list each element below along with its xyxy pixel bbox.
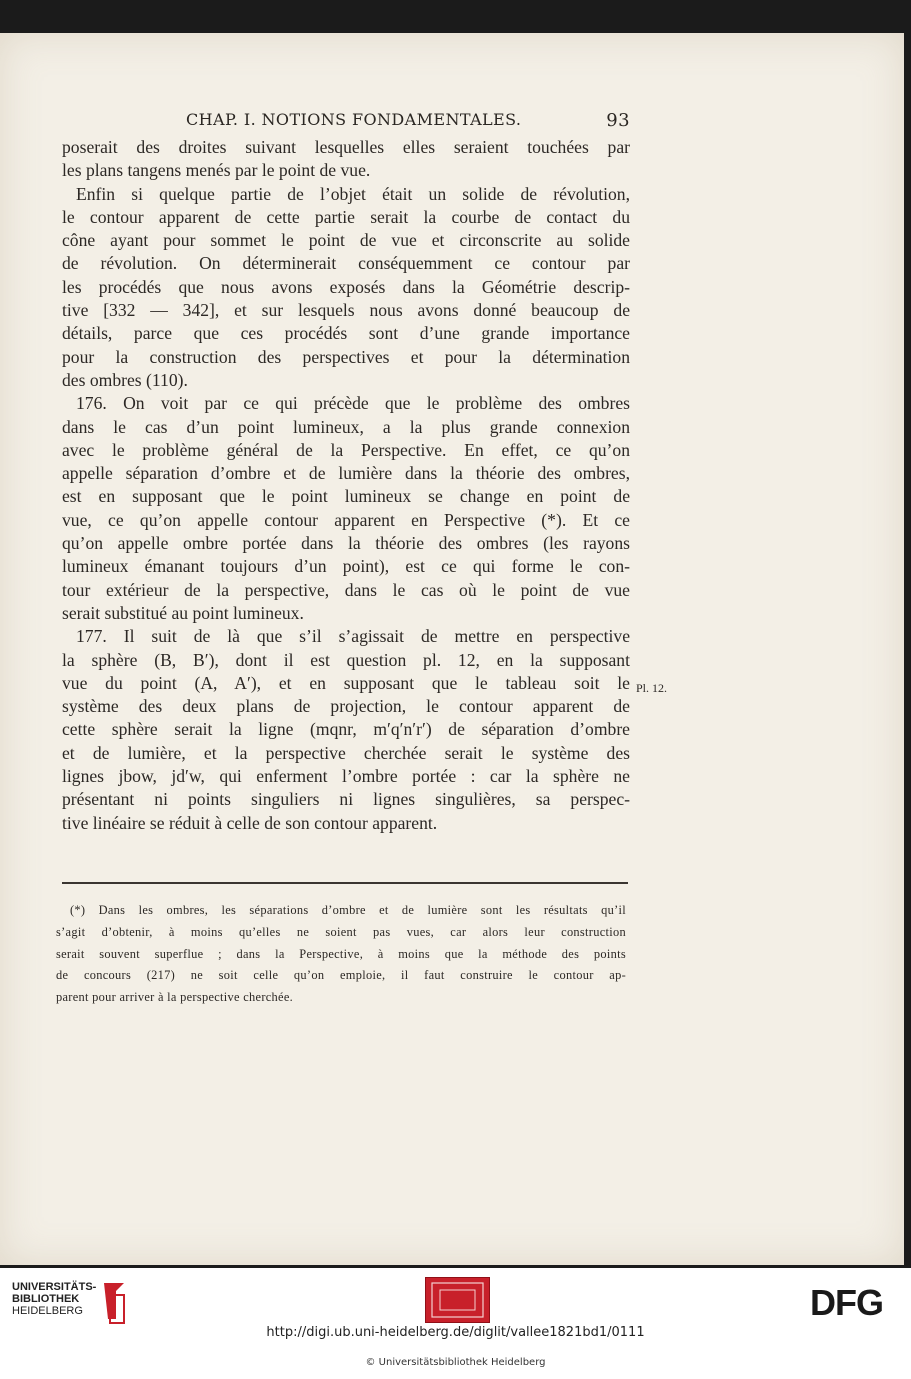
body-line: Enfin si quelque partie de l’objet était un solide de révolution, [76,183,630,204]
body-text [62,136,630,835]
badge-emblem-icon [426,1278,489,1322]
body-line: détails, parce que ces procédés sont d’une grande importance [62,323,630,344]
body-line: vue du point (A, A′), et en supposant que le tableau soit le [62,672,630,693]
body-line: et de lumière, et la perspective cherchée serait le système des [62,742,630,763]
body-line: serait substitué au point lumineux. [62,602,304,623]
body-line: présentant ni points singuliers ni lignes singulières, sa perspec- [62,789,630,810]
body-line: système des deux plans de projection, le contour apparent de [62,696,630,717]
body-line: cette sphère serait la ligne (mqnr, m′q′n′r′) de séparation d’ombre [62,719,630,740]
body-line: pour la construction des perspectives et pour la détermination [62,346,630,367]
body-line: qu’on appelle ombre portée dans la théorie des ombres (les rayons [62,533,630,554]
footnote-line: de concours (217) ne soit celle qu’on emploie, il faut construire le contour ap- [56,968,626,983]
footnote-line: parent pour arriver à la perspective cherchée. [56,990,294,1005]
body-line: avec le problème général de la Perspective. En effet, ce qu’on [62,439,630,460]
body-line: 176. On voit par ce qui précède que le problème des ombres [76,393,630,414]
page-number: 93 [606,110,630,131]
dfg-logo[interactable]: DFG [810,1282,883,1323]
body-line: vue, ce qu’on appelle contour apparent en Perspective (*). Et ce [62,509,630,530]
body-line: les procédés que nous avons exposés dans la Géométrie descrip- [62,276,630,297]
body-line: dans le cas d’un point lumineux, a la plus grande connexion [62,416,630,437]
body-line: cône ayant pour sommet le point de vue et circonscrite au solide [62,230,630,251]
library-name-line3: HEIDELBERG [12,1305,83,1317]
body-line: appelle séparation d’ombre et de lumière dans la théorie des ombres, [62,463,630,484]
body-line: des ombres (110). [62,369,188,390]
library-logo[interactable] [12,1279,102,1315]
margin-note-plate: Pl. 12. [636,681,668,695]
footnote-line: (*) Dans les ombres, les séparations d’ombre et de lumière sont les résultats qu’il [70,903,626,917]
body-line: est en supposant que le point lumineux se change en point de [62,486,630,507]
permalink-url[interactable]: http://digi.ub.uni-heidelberg.de/diglit/vallee1821bd1/0111 [266,1325,645,1340]
body-line: 177. Il suit de là que s’il s’agissait de mettre en perspective [76,626,630,647]
body-line: poserait des droites suivant lesquelles elles seraient touchées par [62,137,630,157]
body-line: lumineux émanant toujours d’un point), est ce qui forme le con- [62,556,630,577]
library-name-line1: UNIVERSITÄTS- [12,1281,97,1293]
body-line: le contour apparent de cette partie serait la courbe de contact du [62,206,630,227]
running-title: CHAP. I. NOTIONS FONDAMENTALES. [186,110,522,129]
body-line: la sphère (B, B′), dont il est question pl. 12, en la supposant [62,649,630,670]
collection-badge-icon[interactable] [425,1277,490,1323]
library-name-line2: BIBLIOTHEK [12,1293,80,1305]
footnote-line: serait souvent superflue ; dans la Perspective, à moins que la méthode des points [56,946,626,961]
copyright-notice: © Universitätsbibliothek Heidelberg [365,1357,546,1368]
body-line: tive [332 — 342], et sur lesquels nous avons donné beaucoup de [62,300,630,321]
body-line: les plans tangens menés par le point de vue. [62,160,371,181]
running-header [186,110,630,131]
body-line: tive linéaire se réduit à celle de son contour apparent. [62,812,438,833]
footnote-line: s’agit d’obtenir, à moins qu’elles ne soient pas vues, car alors leur construction [56,924,626,939]
body-line: lignes jbow, jd′w, qui enferment l’ombre portée : car la sphère ne [62,766,630,787]
body-line: de révolution. On déterminerait conséquemment ce contour par [62,253,630,274]
body-line: tour extérieur de la perspective, dans le cas où le point de vue [62,579,630,600]
footnote-rule [62,882,628,884]
footnote [56,900,626,1009]
